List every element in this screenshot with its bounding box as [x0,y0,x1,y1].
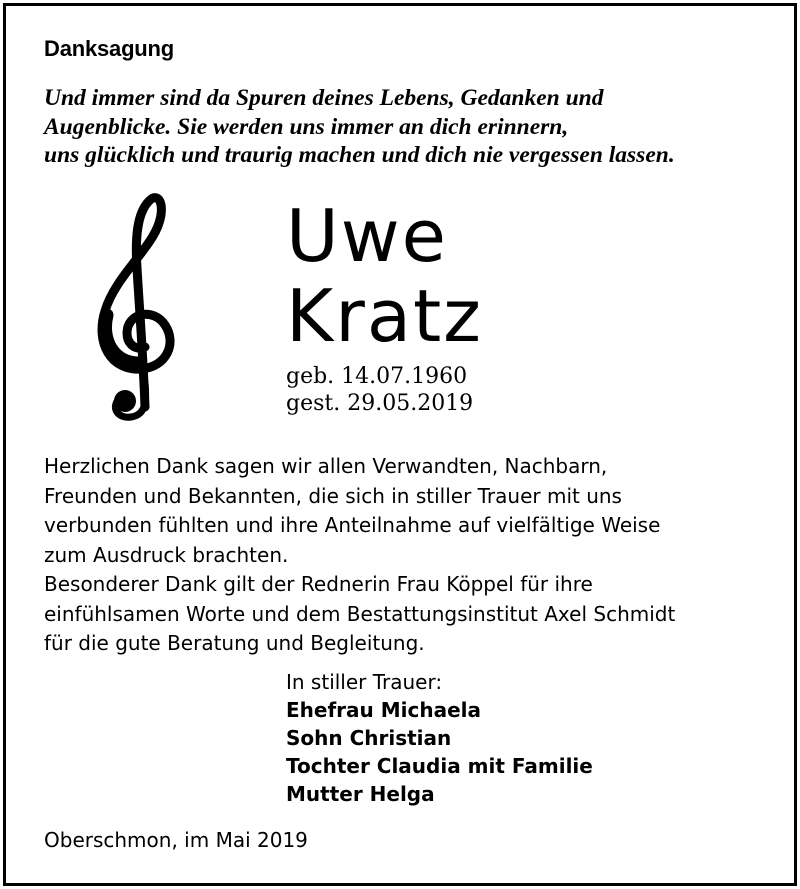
motto-line: Und immer sind da Spuren deines Lebens, Gedanken und [44,85,604,111]
mourner-name: Tochter Claudia mit Familie [286,754,593,778]
body-line: für die gute Beratung und Begleitung. [44,631,425,655]
motto-quote [44,84,784,170]
motto-line: uns glücklich und traurig machen und dich nie vergessen lassen. [44,142,675,168]
body-line: verbunden fühlten und ihre Anteilnahme auf vielfältige Weise [44,513,661,537]
place-and-date: Oberschmon, im Mai 2019 [44,828,308,852]
body-line: einfühlsamen Worte und dem Bestattungsinstitut Axel Schmidt [44,601,676,626]
mourner-name: Mutter Helga [286,782,435,806]
mourner-name: Sohn Christian [286,726,452,750]
mourner-name: Ehefrau Michaela [286,698,481,722]
mourners-intro: In stiller Trauer: [286,670,443,694]
notice-heading: Danksagung [44,36,175,61]
treble-clef-icon [93,193,183,423]
mourners-list [286,668,593,808]
first-name: Uwe [286,194,448,278]
body-line: Herzlichen Dank sagen wir allen Verwandten, Nachbarn, [44,454,608,478]
life-dates [286,363,473,417]
deceased-name [286,196,483,356]
body-line: Besonderer Dank gilt der Rednerin Frau Köppel für ihre [44,572,593,596]
motto-line: Augenblicke. Sie werden uns immer an dich erinnern, [44,113,569,140]
birth-date: geb. 14.07.1960 [286,364,468,389]
death-date: gest. 29.05.2019 [286,391,474,416]
last-name: Kratz [286,274,483,358]
body-line: Freunden und Bekannten, die sich in stiller Trauer mit uns [44,483,622,508]
body-line: zum Ausdruck brachten. [44,542,289,567]
thanks-paragraph [44,452,784,659]
